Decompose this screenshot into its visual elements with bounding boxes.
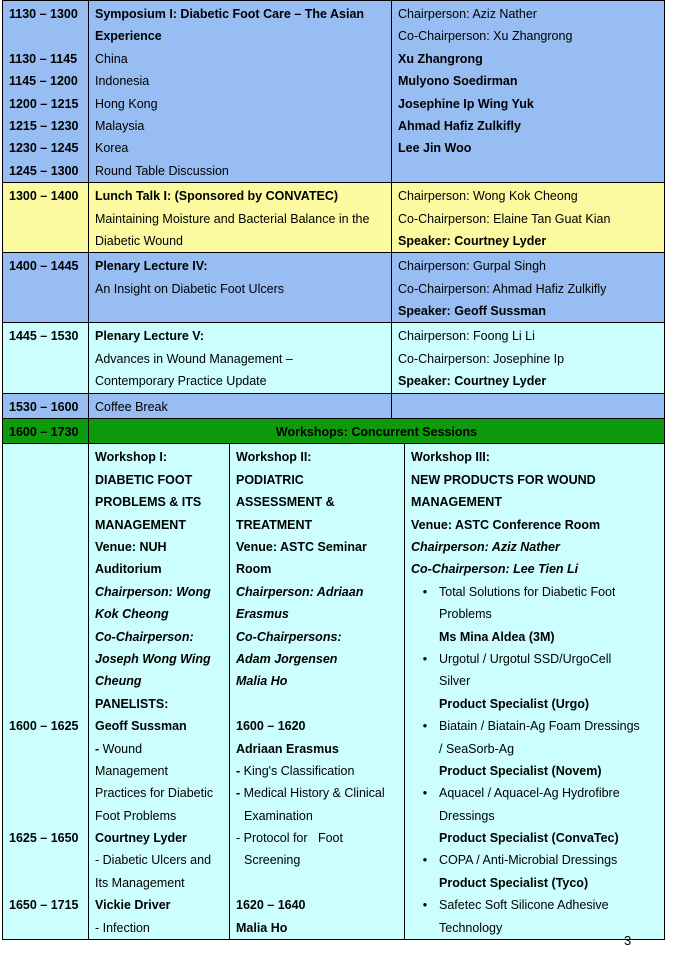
chairperson: Chairperson: Gurpal Singh xyxy=(398,259,546,274)
time-label: 1130 – 1145 xyxy=(9,51,78,66)
product-item: • COPA / Anti-Microbial Dressings Product Specialist (Tyco) xyxy=(411,849,660,894)
people-column xyxy=(392,1,664,182)
session-title: Coffee Break xyxy=(95,399,168,414)
co-chairperson: Co-Chairperson: Elaine Tan Guat Kian xyxy=(398,211,611,226)
time-label: 1245 – 1300 xyxy=(9,163,79,178)
session-column xyxy=(89,1,392,182)
time-label: 1625 – 1650 xyxy=(9,831,79,846)
speaker: Speaker: Geoff Sussman xyxy=(398,304,546,319)
session-description: Diabetic Wound xyxy=(95,233,184,248)
session-description: An Insight on Diabetic Foot Ulcers xyxy=(95,281,284,296)
time-label: 1200 – 1215 xyxy=(9,96,79,111)
session-title: Plenary Lecture IV: xyxy=(95,259,208,274)
speaker: Xu Zhangrong xyxy=(398,51,483,66)
chairperson: Chairperson: Wong Kok Cheong xyxy=(398,189,578,204)
bullet-icon: • xyxy=(422,853,428,868)
page-number: 3 xyxy=(624,933,632,948)
list-item: Hong Kong xyxy=(95,96,158,111)
bullet-icon: • xyxy=(422,786,428,801)
speaker: Josephine Ip Wing Yuk xyxy=(398,96,534,111)
product-item: • Safetec Soft Silicone Adhesive Technology xyxy=(411,894,660,939)
time-label: 1530 – 1600 xyxy=(9,399,79,414)
row-plenary-5 xyxy=(3,322,664,392)
session-description: Contemporary Practice Update xyxy=(95,374,267,389)
time-label: 1215 – 1230 xyxy=(9,118,79,133)
session-description: Maintaining Moisture and Bacterial Balance in the xyxy=(95,211,370,226)
time-label: 1445 – 1530 xyxy=(9,329,79,344)
row-plenary-4 xyxy=(3,252,664,322)
bullet-icon: • xyxy=(422,651,428,666)
workshop-1: Workshop I: DIABETIC FOOT PROBLEMS & ITS MANAGEMENT Venue: NUH Auditorium Chairperson: Wong Kok Cheong Co-Chairperson: Joseph Wong Wing Cheung PANELISTS: Geoff Sussman - Wound Management Practices for Diabetic Foot Problems Courtney Lyder - Diabetic Ulcers and Its Management Vickie Driver - Infection xyxy=(89,444,230,939)
time-label: 1130 – 1300 xyxy=(9,7,78,21)
time-column xyxy=(3,444,89,939)
speaker: Mulyono Soedirman xyxy=(398,74,518,89)
row-coffee-break xyxy=(3,393,664,418)
session-title: Symposium I: Diabetic Foot Care – The Asian xyxy=(95,7,365,21)
workshop-2: Workshop II: PODIATRIC ASSESSMENT & TREATMENT Venue: ASTC Seminar Room Chairperson: Adriaan Erasmus Co-Chairpersons: Adam Jorgensen Malia Ho 1600 – 1620 Adriaan Erasmus - King's Classification - Medical History & Clinical Examination - Protocol for Foot Screening 1620 – 1640 Malia Ho xyxy=(230,444,405,939)
bullet-icon: • xyxy=(422,719,428,734)
list-item: Korea xyxy=(95,141,129,156)
time-label: 1650 – 1715 xyxy=(9,898,79,913)
row-symposium-1 xyxy=(3,1,664,182)
workshop-3: Workshop III: NEW PRODUCTS FOR WOUND MANAGEMENT Venue: ASTC Conference Room Chairperson: Aziz Nather Co-Chairperson: Lee Tien Li • Total Solutions for Diabetic Foot Problems Ms Mina Aldea (3M) • Urgotul / Urgotul SSD/UrgoCell Silver Product Specialist (Urgo) • Biatain / Biatain-Ag Foam Dressings / SeaSorb-Ag Product Specialist (Novem) • Aquacel / Aquacel-Ag Hydrofibre Dressings Product Specialist (ConvaTec) • COPA / Anti-Microbial Dressings Product Specialist (Tyco) • Safetec Soft Silicone Adhesive Technology xyxy=(405,444,664,939)
co-chairperson: Co-Chairperson: Ahmad Hafiz Zulkifly xyxy=(398,281,607,296)
bullet-icon: • xyxy=(422,584,428,599)
chairperson: Chairperson: Foong Li Li xyxy=(398,329,535,344)
schedule-table xyxy=(2,0,665,940)
speaker: Speaker: Courtney Lyder xyxy=(398,233,547,248)
chairperson: Chairperson: Aziz Nather xyxy=(398,7,537,21)
list-item: China xyxy=(95,51,128,66)
time-label: 1400 – 1445 xyxy=(9,259,79,274)
product-item: • Urgotul / Urgotul SSD/UrgoCell Silver Product Specialist (Urgo) xyxy=(411,648,660,715)
bullet-icon: • xyxy=(422,898,428,913)
speaker: Speaker: Courtney Lyder xyxy=(398,374,547,389)
time-label: 1300 – 1400 xyxy=(9,189,79,204)
list-item: Malaysia xyxy=(95,118,145,133)
list-item: Round Table Discussion xyxy=(95,163,229,178)
time-label: 1600 – 1625 xyxy=(9,719,79,734)
row-lunch-talk xyxy=(3,182,664,252)
list-item: Indonesia xyxy=(95,74,150,89)
product-item: • Aquacel / Aquacel-Ag Hydrofibre Dressings Product Specialist (ConvaTec) xyxy=(411,782,660,849)
session-description: Advances in Wound Management – xyxy=(95,351,293,366)
session-title: Plenary Lecture V: xyxy=(95,329,205,344)
row-workshops xyxy=(3,443,664,939)
row-workshops-header xyxy=(3,418,664,443)
product-item: • Biatain / Biatain-Ag Foam Dressings / SeaSorb-Ag Product Specialist (Novem) xyxy=(411,715,660,782)
speaker: Lee Jin Woo xyxy=(398,141,472,156)
time-label: 1600 – 1730 xyxy=(9,425,79,440)
session-title: Workshops: Concurrent Sessions xyxy=(275,425,478,440)
time-column xyxy=(3,1,89,182)
co-chairperson: Co-Chairperson: Josephine Ip xyxy=(398,351,565,366)
product-item: • Total Solutions for Diabetic Foot Problems Ms Mina Aldea (3M) xyxy=(411,581,660,648)
co-chairperson: Co-Chairperson: Xu Zhangrong xyxy=(398,29,573,44)
time-label: 1230 – 1245 xyxy=(9,141,79,156)
session-title: Lunch Talk I: (Sponsored by CONVATEC) xyxy=(95,189,339,204)
session-title: Experience xyxy=(95,29,162,44)
time-label: 1145 – 1200 xyxy=(9,74,78,89)
speaker: Ahmad Hafiz Zulkifly xyxy=(398,118,521,133)
